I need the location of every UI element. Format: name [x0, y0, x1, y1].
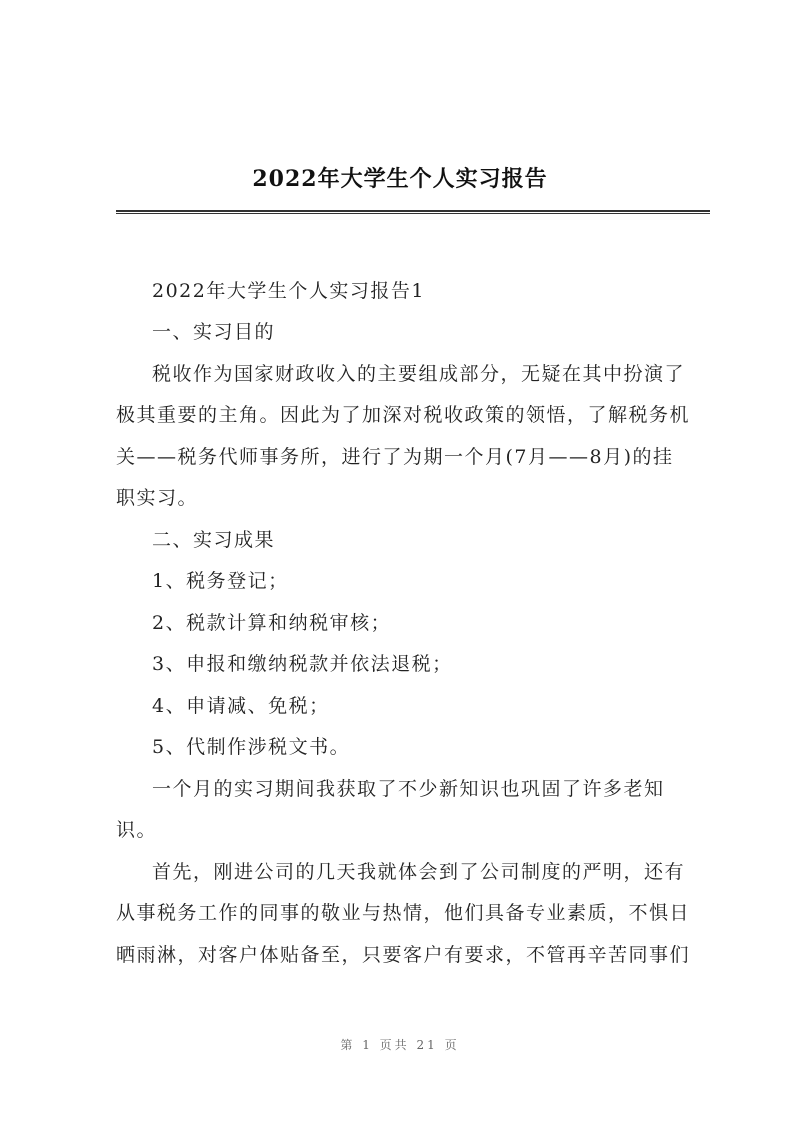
page-number-footer: 第 1 页共 21 页 [340, 1038, 460, 1052]
paragraph-line: 税收作为国家财政收入的主要组成部分，无疑在其中扮演了 [152, 363, 686, 385]
paragraph-line: 极其重要的主角。因此为了加深对税收政策的领悟，了解税务机 [116, 404, 691, 426]
section-heading: 一、实习目的 [152, 321, 276, 343]
paragraph-line: 晒雨淋，对客户体贴备至，只要客户有要求，不管再辛苦同事们 [116, 944, 691, 966]
list-item: 5、代制作涉税文书。 [152, 736, 351, 758]
section-heading: 二、实习成果 [152, 529, 276, 551]
paragraph-line: 关——税务代师事务所，进行了为期一个月(7月——8月)的挂 [116, 446, 674, 468]
paragraph-line: 职实习。 [116, 487, 199, 509]
section-heading: 2022年大学生个人实习报告1 [152, 280, 425, 302]
title-divider [116, 210, 710, 214]
document-title: 2022年大学生个人实习报告 [252, 166, 548, 192]
paragraph-line: 识。 [116, 819, 158, 841]
paragraph-line: 从事税务工作的同事的敬业与热情，他们具备专业素质，不惧日 [116, 902, 691, 924]
paragraph-line: 首先，刚进公司的几天我就体会到了公司制度的严明，还有 [152, 861, 686, 883]
paragraph-line: 一个月的实习期间我获取了不少新知识也巩固了许多老知 [152, 778, 665, 800]
list-item: 2、税款计算和纳税审核； [152, 612, 392, 634]
list-item: 4、申请减、免税； [152, 695, 330, 717]
list-item: 1、税务登记； [152, 570, 289, 592]
list-item: 3、申报和缴纳税款并依法退税； [152, 653, 453, 675]
